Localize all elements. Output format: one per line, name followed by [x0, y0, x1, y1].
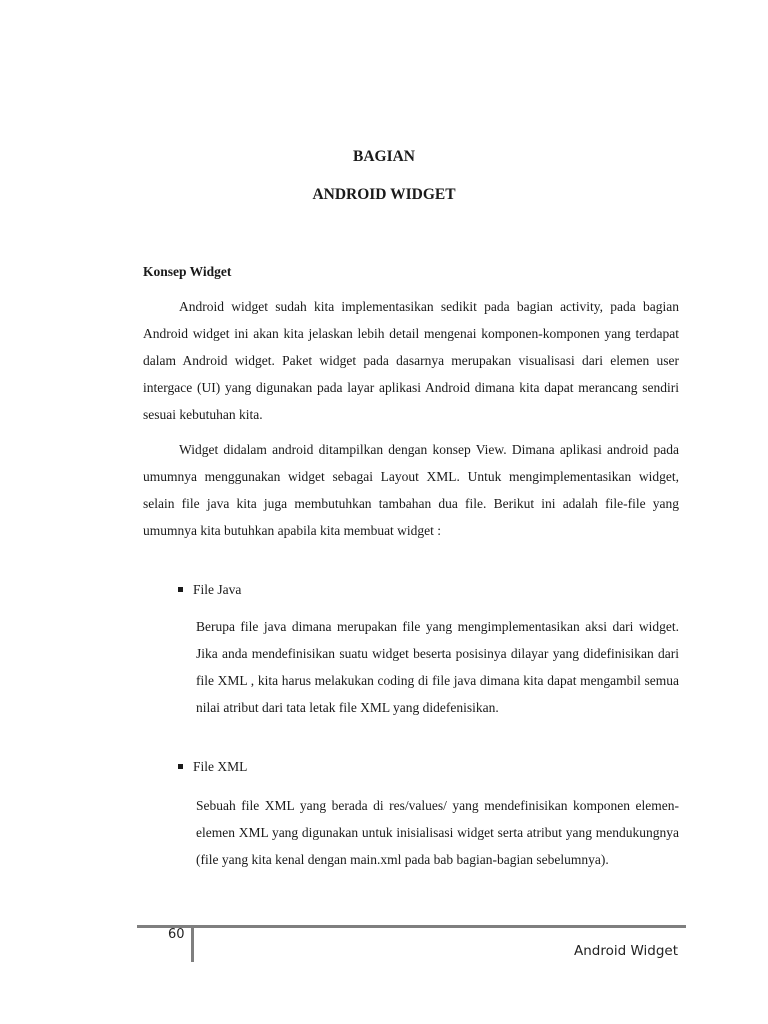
list-item-label: File Java — [193, 582, 242, 597]
list-item-label: File XML — [193, 759, 248, 774]
list-item-file-xml — [178, 759, 247, 775]
page-number: 60 — [168, 927, 185, 942]
running-footer-title: Android Widget — [573, 943, 678, 959]
footer-vertical-divider — [191, 925, 194, 962]
list-item-description: Sebuah file XML yang berada di res/values/ yang mendefinisikan komponen elemen-elemen XML yang digunakan untuk inisialisasi widget serta atribut yang mendukungnya (file yang kita kenal dengan main.xml pada bab bagian-bagian sebelumnya). — [196, 798, 679, 867]
chapter-title: ANDROID WIDGET — [312, 186, 456, 203]
section-heading: Konsep Widget — [143, 264, 232, 279]
list-item-description: Berupa file java dimana merupakan file yang mengimplementasikan aksi dari widget. Jika anda mendefinisikan suatu widget beserta posisinya dilayar yang didefinisikan dari file XML , kita harus melakukan coding di file java dimana kita dapat mengambil semua nilai atribut dari tata letak file XML yang didefenisikan. — [196, 619, 679, 715]
chapter-label: BAGIAN — [352, 148, 415, 165]
bullet-square-icon — [178, 587, 183, 592]
paragraph-intro: Android widget sudah kita implementasikan sedikit pada bagian activity, pada bagian Android widget ini akan kita jelaskan lebih detail mengenai komponen-komponen yang terdapat dalam Android widget. Paket widget pada dasarnya merupakan visualisasi dari elemen user intergace (UI) yang digunakan pada layar aplikasi Android dimana kita dapat merancang sendiri sesuai kebutuhan kita. — [143, 299, 679, 422]
paragraph-widget-view: Widget didalam android ditampilkan dengan konsep View. Dimana aplikasi android pada umumnya menggunakan widget sebagai Layout XML. Untuk mengimplementasikan widget, selain file java kita juga membutuhkan tambahan dua file. Berikut ini adalah file-file yang umumnya kita butuhkan apabila kita membuat widget : — [143, 442, 679, 538]
bullet-square-icon — [178, 764, 183, 769]
footer-divider — [137, 925, 686, 928]
list-item-file-java — [178, 582, 241, 598]
